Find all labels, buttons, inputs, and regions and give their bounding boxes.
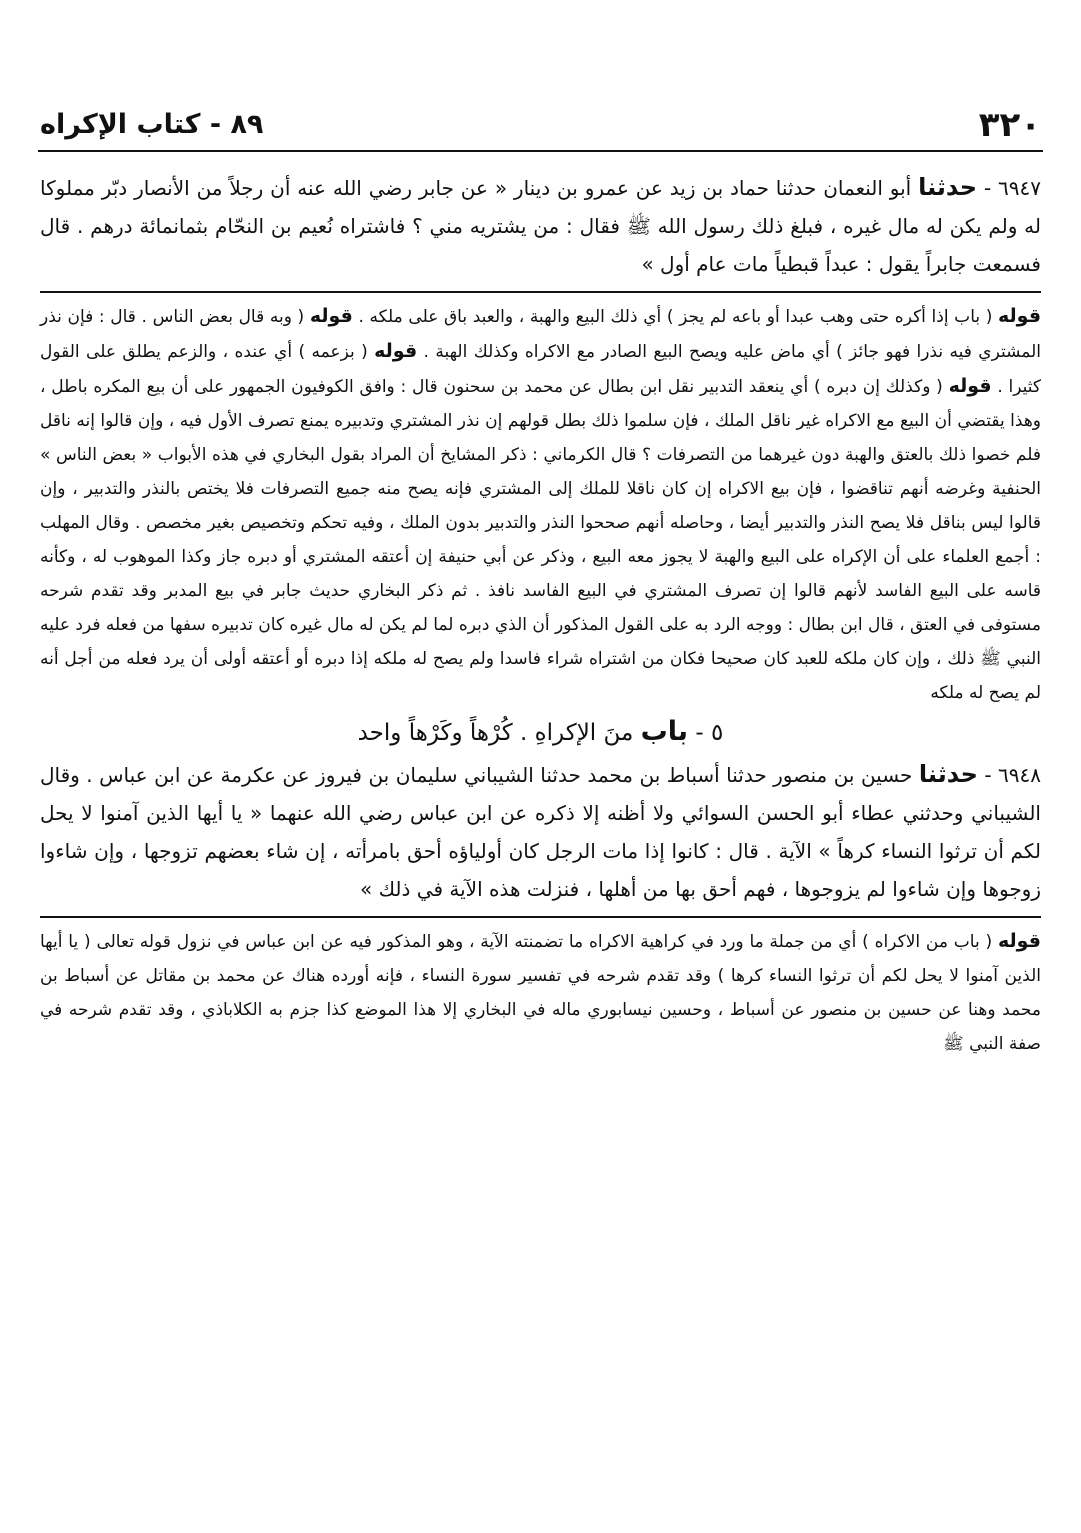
section-separator <box>40 916 1041 918</box>
hadith-lead-word: حدثنا <box>918 760 978 788</box>
hadith-text: حسين بن منصور حدثنا أسباط بن محمد حدثنا الشيباني سليمان بن فيروز عن عكرمة عن ابن عباس . وقال الشيباني وحدثني عطاء أبو الحسن السوائي ولا أظنه إلا ذكره عن ابن عباس رضي الله عنهما « يا أيها الذين آمنوا لا يحل لكم أن ترثوا النساء كرهاً » الآية . قال : كانوا إذا مات الرجل كان أولياؤه أحق بامرأته ، إن شاء بعضهم تزوجها ، وإن شاءوا زوجوها وإن شاءوا لم يزوجوها ، فهم أحق بها من أهلها ، فنزلت هذه الآية في ذلك » <box>40 763 1041 901</box>
commentary-text: ( وبه قال بعض الناس . قال : فإن نذر المشتري فيه نذرا فهو جائز ) أي ماض عليه ويصح البيع الصادر مع الاكراه وكذلك الهبة . <box>40 307 1041 362</box>
hadith-lead-word: حدثنا <box>918 173 978 201</box>
header-rule <box>38 150 1043 152</box>
commentary-keyword: قوله <box>309 305 353 327</box>
chapter-header-title: ٨٩ - كتاب الإكراه <box>40 109 264 140</box>
body-text <box>40 168 1041 1061</box>
section-separator <box>40 291 1041 293</box>
hadith-number: ٦٩٤٨ - <box>984 763 1041 787</box>
commentary-text: ( باب من الاكراه ) أي من جملة ما ورد في كراهية الاكراه ما تضمنته الآية ، وهو المذكور فيه عن ابن عباس في نزول قوله تعالى ( يا أيها الذين آمنوا لا يحل لكم أن ترثوا النساء كرها ) وقد تقدم شرحه في تفسير سورة النساء ، فإنه أورده هناك عن محمد بن مقاتل عن أسباط بن محمد وهنا عن حسين بن منصور عن أسباط ، وحسين نيسابوري ماله في البخاري إلا هذا الموضع كذا جزم به الكلاباذي ، وقد تقدم شرحه في صفة النبي ﷺ <box>40 932 1041 1054</box>
commentary-block-2 <box>40 924 1041 1061</box>
chapter-number: ٥ - <box>695 720 724 746</box>
commentary-keyword: قوله <box>998 305 1042 327</box>
chapter-word: باب <box>640 716 689 747</box>
commentary-keyword: قوله <box>374 340 418 362</box>
chapter-heading <box>40 710 1041 755</box>
commentary-text: ( باب إذا أكره حتى وهب عبدا أو باعه لم يجز ) أي ذلك البيع والهبة ، والعبد باق على ملكه . <box>358 307 993 327</box>
running-head <box>40 100 1041 150</box>
commentary-block-1 <box>40 299 1041 710</box>
page-number: ٣٢٠ <box>978 105 1041 145</box>
chapter-title: منَ الإكراهِ . كُرْهاً وكَرْهاً واحد <box>357 720 634 746</box>
commentary-keyword: قوله <box>948 375 992 397</box>
commentary-text: ( بزعمه ) أي عنده ، والزعم يطلق على القول كثيرا . <box>40 342 1042 397</box>
hadith-text: أبو النعمان حدثنا حماد بن زيد عن عمرو بن دينار « عن جابر رضي الله عنه أن رجلاً من الأنصار دبّر مملوكا له ولم يكن له مال غيره ، فبلغ ذلك رسول الله ﷺ فقال : من يشتريه مني ؟ فاشتراه نُعيم بن النحّام بثمانمائة درهم . قال فسمعت جابراً يقول : عبداً قبطياً مات عام أول » <box>40 176 1041 276</box>
hadith-6948 <box>40 755 1041 908</box>
hadith-6947 <box>40 168 1041 283</box>
commentary-text: ( وكذلك إن دبره ) أي ينعقد التدبير نقل ابن بطال عن محمد بن سحنون قال : وافق الكوفيون الجمهور على أن بيع المكره باطل ، وهذا يقتضي أن البيع مع الاكراه غير ناقل الملك ، فإن سلموا ذلك بطل قولهم إن نذر المشتري وتدبيره يمنع تصرف الأول فيه ، وإن قالوا إنه ناقل فلم خصوا ذلك بالعتق والهبة دون غيرهما من التصرفات ؟ قال الكرماني : ذكر المشايخ أن المراد بقول البخاري في هذه الأبواب « بعض الناس » الحنفية وغرضه أنهم تناقضوا ، فإن بيع الاكراه إن كان ناقلا للملك إلى المشتري فإنه يصح منه جميع التصرفات فلا يختص بالنذر والتدبير ، وإن قالوا ليس بناقل فلا يصح النذر والتدبير أيضا ، وحاصله أنهم صححوا النذر والتدبير بدون الملك ، وفيه تحكم وتخصيص بغير مخصص . وقال المهلب : أجمع العلماء على أن الإكراه على البيع والهبة لا يجوز معه البيع ، وذكر عن أبي حنيفة إن أعتقه المشتري أو دبره جاز وكذا الموهوب له ، وكأنه قاسه على البيع الفاسد لأنهم قالوا إن تصرف المشتري في البيع الفاسد نافذ . ثم ذكر البخاري حديث جابر في بيع المدبر وقد تقدم شرحه مستوفى في العتق ، قال ابن بطال : ووجه الرد به على القول المذكور أن الذي دبره لما لم يكن له مال غيره كان تدبيره سفها من فعله فرد عليه النبي ﷺ ذلك ، وإن كان ملكه للعبد كان صحيحا فكان من اشتراه شراء فاسدا ولم يصح له ملكه إذا دبره أو أعتقه أولى أن يرد فعله من أجل أنه لم يصح له ملكه <box>40 377 1041 703</box>
commentary-keyword: قوله <box>997 930 1041 952</box>
hadith-number: ٦٩٤٧ - <box>983 176 1042 200</box>
